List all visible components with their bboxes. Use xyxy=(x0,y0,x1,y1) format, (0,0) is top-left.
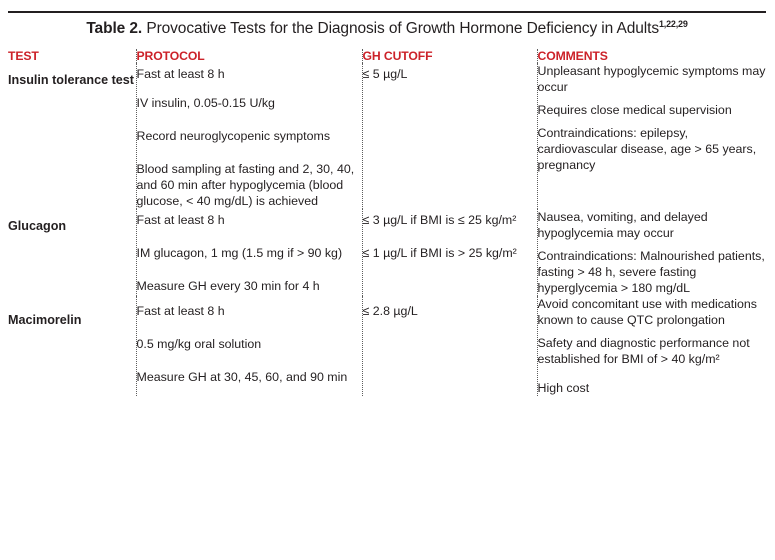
cell-test-name xyxy=(8,296,136,396)
protocol-item: IV insulin, 0.05-0.15 U/kg xyxy=(136,96,275,110)
gh-cutoff-item: ≤ 2.8 µg/L xyxy=(362,304,418,318)
comment-item: Requires close medical supervision xyxy=(537,103,732,117)
caption-references: 1,22,29 xyxy=(659,18,688,29)
table-row xyxy=(8,63,766,209)
protocol-item: Blood sampling at fasting and 2, 30, 40, and 60 min after hypoglycemia (blood glucose, < 40 mg/dL) is achieved xyxy=(136,162,355,208)
cell-comments xyxy=(537,209,766,296)
test-name-label: Macimorelin xyxy=(8,313,82,327)
table-row xyxy=(8,296,766,396)
cell-gh-cutoff xyxy=(362,63,537,209)
protocol-item: Fast at least 8 h xyxy=(136,213,225,227)
table-body xyxy=(8,63,766,396)
comment-item: Safety and diagnostic performance not established for BMI of > 40 kg/m² xyxy=(537,336,750,366)
protocol-item: Fast at least 8 h xyxy=(136,67,225,81)
column-header-comments: COMMENTS xyxy=(537,49,766,63)
protocol-item: Record neuroglycopenic symptoms xyxy=(136,129,331,143)
comment-item: Unpleasant hypoglycemic symptoms may occur xyxy=(537,64,766,94)
gh-cutoff-item: ≤ 1 µg/L if BMI is > 25 kg/m² xyxy=(362,246,517,260)
cell-gh-cutoff xyxy=(362,209,537,296)
table-header xyxy=(8,49,766,63)
caption-text: Provocative Tests for the Diagnosis of Growth Hormone Deficiency in Adults xyxy=(142,20,659,37)
provocative-tests-table xyxy=(8,49,766,396)
comment-item: Avoid concomitant use with medications known to cause QTC prolongation xyxy=(537,297,757,327)
table-container xyxy=(8,49,766,396)
cell-gh-cutoff xyxy=(362,296,537,396)
protocol-item: Measure GH at 30, 45, 60, and 90 min xyxy=(136,370,348,384)
header-row xyxy=(8,49,766,63)
gh-cutoff-item: ≤ 5 µg/L xyxy=(362,67,408,81)
comment-item: Contraindications: Malnourished patients, fasting > 48 h, severe fasting hyperglycemia > 180 mg/dL xyxy=(537,249,765,295)
cell-protocol xyxy=(136,63,362,209)
table-caption xyxy=(8,19,766,39)
protocol-item: Measure GH every 30 min for 4 h xyxy=(136,279,320,293)
cell-protocol xyxy=(136,296,362,396)
cell-comments xyxy=(537,296,766,396)
comment-item: Contraindications: epilepsy, cardiovascular disease, age > 65 years, pregnancy xyxy=(537,126,757,172)
top-divider xyxy=(8,11,766,13)
cell-protocol xyxy=(136,209,362,296)
protocol-item: 0.5 mg/kg oral solution xyxy=(136,337,262,351)
column-header-test: TEST xyxy=(8,49,39,63)
table-row xyxy=(8,209,766,296)
cell-comments xyxy=(537,63,766,209)
comment-item: Nausea, vomiting, and delayed hypoglycemia may occur xyxy=(537,210,708,240)
cell-test-name: Glucagon xyxy=(8,219,67,233)
comment-item: High cost xyxy=(537,381,590,395)
protocol-item: Fast at least 8 h xyxy=(136,304,225,318)
cell-test-name: Insulin tolerance test xyxy=(8,73,134,87)
column-header-gh-cutoff: GH CUTOFF xyxy=(362,49,537,63)
gh-cutoff-item: ≤ 3 µg/L if BMI is ≤ 25 kg/m² xyxy=(362,213,517,227)
caption-label: Table 2. xyxy=(86,20,143,37)
protocol-item: IM glucagon, 1 mg (1.5 mg if > 90 kg) xyxy=(136,246,343,260)
column-header-protocol: PROTOCOL xyxy=(136,49,362,63)
